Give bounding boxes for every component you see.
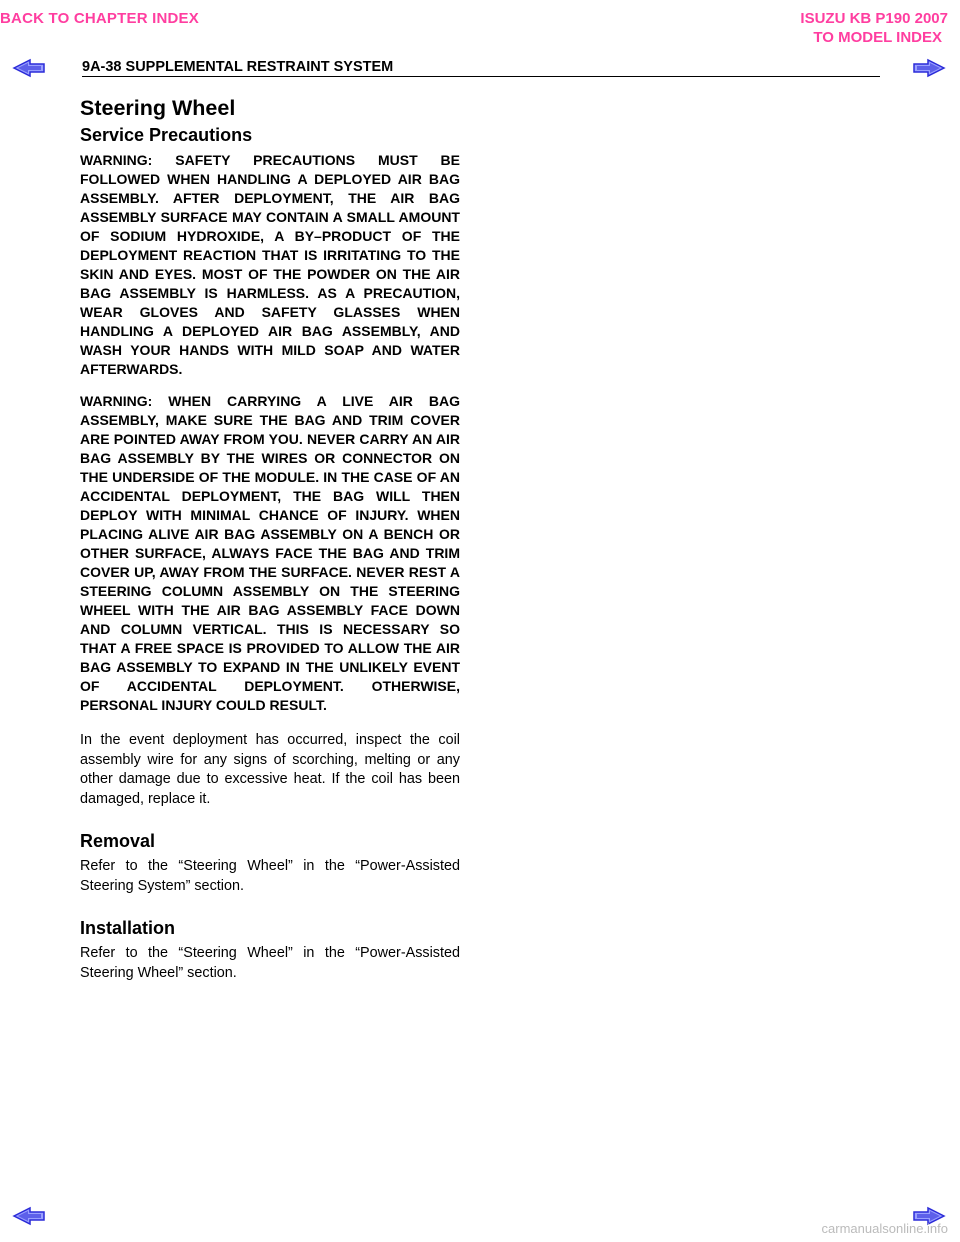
- inspection-paragraph: In the event deployment has occurred, inspect the coil assembly wire for any signs of scorching, melting or any other damage due to excessive heat. If the coil has been damaged, replace it.: [80, 732, 460, 807]
- to-model-index-link[interactable]: TO MODEL INDEX: [813, 29, 942, 46]
- next-page-arrow-icon[interactable]: [912, 58, 946, 78]
- removal-paragraph: Refer to the “Steering Wheel” in the “Power-Assisted Steering System” section.: [80, 858, 460, 894]
- back-to-chapter-index-link[interactable]: BACK TO CHAPTER INDEX: [0, 10, 199, 27]
- removal-heading: Removal: [80, 831, 156, 851]
- previous-page-arrow-icon[interactable]: [12, 58, 46, 78]
- warning-paragraph-2: WARNING: WHEN CARRYING A LIVE AIR BAG ASSEMBLY, MAKE SURE THE BAG AND TRIM COVER ARE POINTED AWAY FROM YOU. NEVER CARRY AN AIR BAG ASSEMBLY BY THE WIRES OR CONNECTOR ON THE UNDERSIDE OF THE MODULE. IN THE CASE OF AN ACCIDENTAL DEPLOYMENT, THE BAG WILL THEN DEPLOY WITH MINIMAL CHANCE OF INJURY. WHEN PLACING ALIVE AIR BAG ASSEMBLY ON A BENCH OR OTHER SURFACE, ALWAYS FACE THE BAG AND TRIM COVER UP, AWAY FROM THE SURFACE. NEVER REST A STEERING COLUMN ASSEMBLY ON THE STEERING WHEEL WITH THE AIR BAG ASSEMBLY FACE DOWN AND COLUMN VERTICAL. THIS IS NECESSARY SO THAT A FREE SPACE IS PROVIDED TO ALLOW THE AIR BAG ASSEMBLY TO EXPAND IN THE UNLIKELY EVENT OF ACCIDENTAL DEPLOYMENT. OTHERWISE, PERSONAL INJURY COULD RESULT.: [80, 393, 460, 713]
- installation-paragraph: Refer to the “Steering Wheel” in the “Power-Assisted Steering Wheel” section.: [80, 945, 460, 981]
- previous-page-arrow-icon[interactable]: [12, 1206, 46, 1226]
- main-content: [80, 94, 460, 983]
- service-precautions-heading: Service Precautions: [80, 125, 253, 145]
- header-divider: [82, 76, 880, 77]
- warning-paragraph-1: WARNING: SAFETY PRECAUTIONS MUST BE FOLLOWED WHEN HANDLING A DEPLOYED AIR BAG ASSEMBLY. AFTER DEPLOYMENT, THE AIR BAG ASSEMBLY SURFACE MAY CONTAIN A SMALL AMOUNT OF SODIUM HYDROXIDE, A BY–PRODUCT OF THE DEPLOYMENT REACTION THAT IS IRRITATING TO THE SKIN AND EYES. MOST OF THE POWDER ON THE AIR BAG ASSEMBLY IS HARMLESS. AS A PRECAUTION, WEAR GLOVES AND SAFETY GLASSES WHEN HANDLING A DEPLOYED AIR BAG ASSEMBLY, AND WASH YOUR HANDS WITH MILD SOAP AND WATER AFTERWARDS.: [80, 152, 460, 377]
- watermark: carmanualsonline.info: [821, 1221, 948, 1236]
- page-header: 9A-38 SUPPLEMENTAL RESTRAINT SYSTEM: [82, 59, 394, 75]
- model-title-link[interactable]: ISUZU KB P190 2007: [800, 10, 948, 27]
- page-title: Steering Wheel: [80, 96, 236, 120]
- installation-heading: Installation: [80, 918, 176, 938]
